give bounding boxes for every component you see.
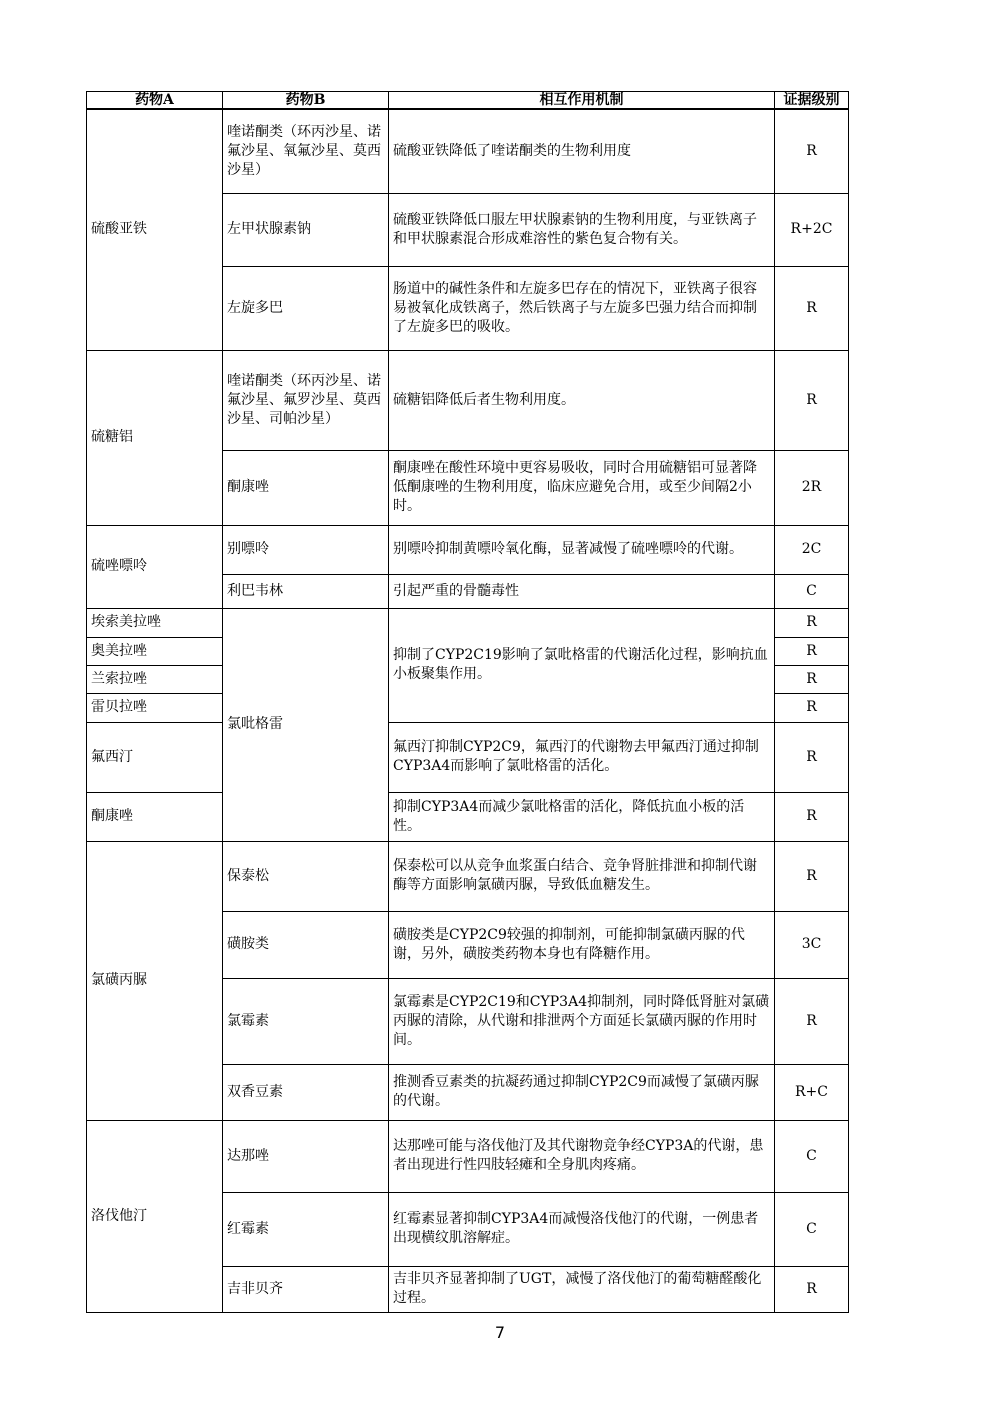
- evidence-level-cell: R: [775, 109, 849, 193]
- drug-b-cell: 喹诺酮类（环丙沙星、诺氟沙星、氟罗沙星、莫西沙星、司帕沙星）: [223, 350, 389, 450]
- drug-a-cell: 雷贝拉唑: [87, 693, 223, 722]
- mechanism-cell: 磺胺类是CYP2C9较强的抑制剂，可能抑制氯磺丙脲的代谢，另外，磺胺类药物本身也有降糖作用。: [389, 911, 775, 978]
- table-row: [87, 608, 849, 637]
- drug-b-cell: 别嘌呤: [223, 525, 389, 574]
- mechanism-cell: 达那唑可能与洛伐他汀及其代谢物竞争经CYP3A的代谢，患者出现进行性四肢轻瘫和全身肌肉疼痛。: [389, 1120, 775, 1192]
- evidence-level-cell: R: [775, 841, 849, 911]
- drug-a-cell: 氟西汀: [87, 722, 223, 792]
- evidence-level-cell: R: [775, 665, 849, 693]
- evidence-level-cell: R+2C: [775, 193, 849, 266]
- mechanism-cell: 推测香豆素类的抗凝药通过抑制CYP2C9而减慢了氯磺丙脲的代谢。: [389, 1064, 775, 1120]
- evidence-level-cell: R: [775, 637, 849, 665]
- evidence-level-cell: R: [775, 608, 849, 637]
- drug-b-cell: 保泰松: [223, 841, 389, 911]
- header-drug-a: 药物A: [87, 92, 223, 110]
- table-row: [87, 792, 849, 841]
- drug-b-cell: 吉非贝齐: [223, 1266, 389, 1312]
- drug-b-cell: 磺胺类: [223, 911, 389, 978]
- drug-a-cell: 氯磺丙脲: [87, 841, 223, 1120]
- drug-a-cell: 酮康唑: [87, 792, 223, 841]
- table-row: [87, 525, 849, 574]
- table-row: [87, 722, 849, 792]
- mechanism-cell: 硫酸亚铁降低口服左甲状腺素钠的生物利用度，与亚铁离子和甲状腺素混合形成难溶性的紫色复合物有关。: [389, 193, 775, 266]
- mechanism-cell: 别嘌呤抑制黄嘌呤氧化酶，显著减慢了硫唑嘌呤的代谢。: [389, 525, 775, 574]
- mechanism-cell: 吉非贝齐显著抑制了UGT，减慢了洛伐他汀的葡萄糖醛酸化过程。: [389, 1266, 775, 1312]
- header-mechanism: 相互作用机制: [389, 92, 775, 110]
- drug-a-cell: 兰索拉唑: [87, 665, 223, 693]
- table-row: [87, 109, 849, 193]
- mechanism-cell: 硫糖铝降低后者生物利用度。: [389, 350, 775, 450]
- drug-a-cell: 奥美拉唑: [87, 637, 223, 665]
- drug-b-cell: 双香豆素: [223, 1064, 389, 1120]
- evidence-level-cell: 2R: [775, 450, 849, 525]
- evidence-level-cell: R: [775, 350, 849, 450]
- drug-b-cell: 喹诺酮类（环丙沙星、诺氟沙星、氧氟沙星、莫西沙星）: [223, 109, 389, 193]
- drug-a-cell: 硫酸亚铁: [87, 109, 223, 350]
- table-row: [87, 841, 849, 911]
- evidence-level-cell: R: [775, 792, 849, 841]
- page-number: 7: [494, 1323, 506, 1342]
- header-evidence-level: 证据级别: [775, 92, 849, 110]
- mechanism-cell: 氟西汀抑制CYP2C9，氟西汀的代谢物去甲氟西汀通过抑制CYP3A4而影响了氯吡格雷的活化。: [389, 722, 775, 792]
- drug-b-cell: 氯霉素: [223, 978, 389, 1064]
- drug-b-cell: 红霉素: [223, 1192, 389, 1266]
- header-drug-b: 药物B: [223, 92, 389, 110]
- mechanism-cell: 引起严重的骨髓毒性: [389, 574, 775, 608]
- evidence-level-cell: R: [775, 978, 849, 1064]
- evidence-level-cell: C: [775, 1120, 849, 1192]
- drug-a-cell: 洛伐他汀: [87, 1120, 223, 1312]
- mechanism-cell: 氯霉素是CYP2C19和CYP3A4抑制剂，同时降低肾脏对氯磺丙脲的清除，从代谢和排泄两个方面延长氯磺丙脲的作用时间。: [389, 978, 775, 1064]
- evidence-level-cell: R: [775, 722, 849, 792]
- drug-b-cell: 利巴韦林: [223, 574, 389, 608]
- drug-b-cell: 达那唑: [223, 1120, 389, 1192]
- evidence-level-cell: 3C: [775, 911, 849, 978]
- evidence-level-cell: 2C: [775, 525, 849, 574]
- drug-a-cell: 硫糖铝: [87, 350, 223, 525]
- mechanism-cell: 硫酸亚铁降低了喹诺酮类的生物利用度: [389, 109, 775, 193]
- mechanism-cell: 红霉素显著抑制CYP3A4而减慢洛伐他汀的代谢，一例患者出现横纹肌溶解症。: [389, 1192, 775, 1266]
- drug-b-cell: 氯吡格雷: [223, 608, 389, 841]
- drug-b-cell: 酮康唑: [223, 450, 389, 525]
- drug-a-cell: 硫唑嘌呤: [87, 525, 223, 608]
- evidence-level-cell: R: [775, 693, 849, 722]
- drug-b-cell: 左甲状腺素钠: [223, 193, 389, 266]
- evidence-level-cell: R+C: [775, 1064, 849, 1120]
- mechanism-cell: 保泰松可以从竞争血浆蛋白结合、竞争肾脏排泄和抑制代谢酶等方面影响氯磺丙脲，导致低血糖发生。: [389, 841, 775, 911]
- mechanism-cell: 抑制CYP3A4而减少氯吡格雷的活化，降低抗血小板的活性。: [389, 792, 775, 841]
- evidence-level-cell: C: [775, 574, 849, 608]
- drug-interaction-table: [86, 91, 849, 1313]
- table-row: [87, 350, 849, 450]
- drug-b-cell: 左旋多巴: [223, 266, 389, 350]
- evidence-level-cell: R: [775, 266, 849, 350]
- mechanism-cell: 酮康唑在酸性环境中更容易吸收，同时合用硫糖铝可显著降低酮康唑的生物利用度，临床应避免合用，或至少间隔2小时。: [389, 450, 775, 525]
- mechanism-cell: 抑制了CYP2C19影响了氯吡格雷的代谢活化过程，影响抗血小板聚集作用。: [389, 608, 775, 722]
- table-row: [87, 1120, 849, 1192]
- mechanism-cell: 肠道中的碱性条件和左旋多巴存在的情况下，亚铁离子很容易被氧化成铁离子，然后铁离子与左旋多巴强力结合而抑制了左旋多巴的吸收。: [389, 266, 775, 350]
- drug-a-cell: 埃索美拉唑: [87, 608, 223, 637]
- evidence-level-cell: R: [775, 1266, 849, 1312]
- table-header-row: [87, 92, 849, 110]
- evidence-level-cell: C: [775, 1192, 849, 1266]
